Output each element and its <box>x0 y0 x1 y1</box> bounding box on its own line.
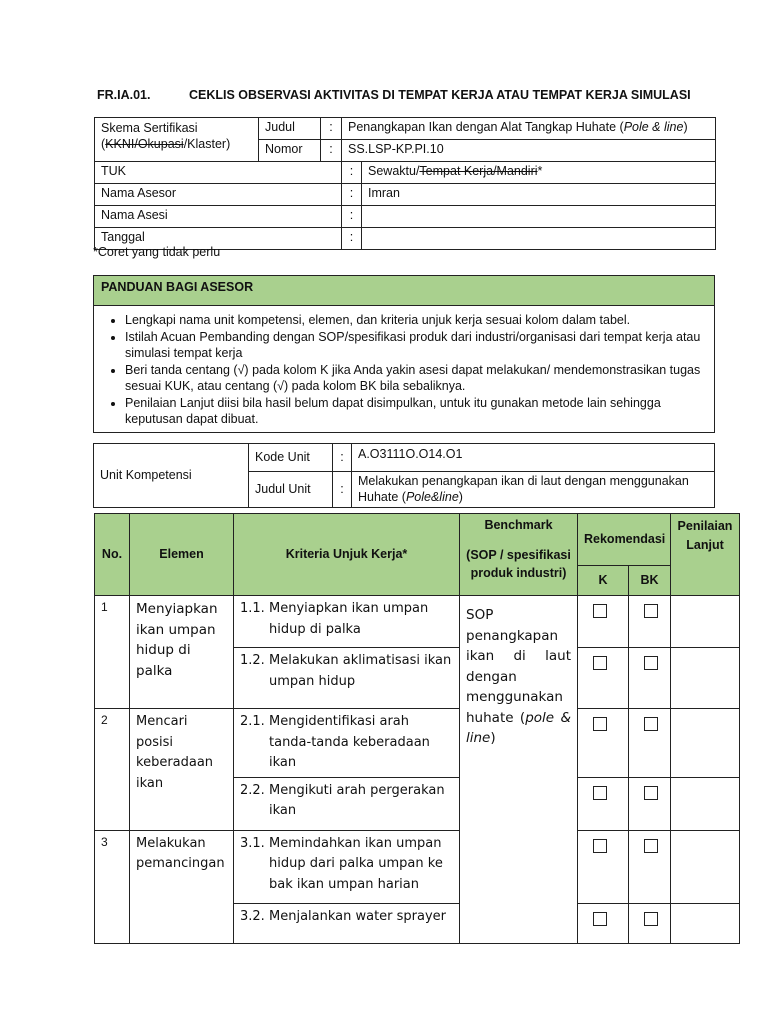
bk-checkbox[interactable] <box>644 604 658 618</box>
kuk-cell: 3.1. Memindahkan ikan umpan hidup dari palka umpan ke bak ikan umpan harian <box>234 830 460 903</box>
col-bk-header: BK <box>629 566 671 596</box>
kuk-cell: 1.2. Melakukan aklimatisasi ikan umpan hidup <box>234 648 460 709</box>
benchmark-cell: SOP penangkapan ikan di laut dengan menggunakan huhate (pole & line) <box>460 596 578 944</box>
row-elemen: Melakukan pemancingan <box>130 830 234 943</box>
kuk-cell: 2.1. Mengidentifikasi arah tanda-tanda keberadaan ikan <box>234 709 460 778</box>
header-table: Skema Sertifikasi (KKNI/Okupasi/Klaster) Judul : Penangkapan Ikan dengan Alat Tangkap Huhate (Pole & line) Nomor : SS.LSP-KP.PI.10 TUK : Sewaktu/Tempat Kerja/Mandiri* Nama Asesor : Imran Nama Asesi : Tanggal : <box>94 117 716 250</box>
guide-item: • Penilaian Lanjut diisi bila hasil belum dapat disimpulkan, untuk itu gunakan metode lain sehingga keputusan dapat dibuat. <box>125 395 706 428</box>
asesor-value: Imran <box>362 184 716 206</box>
guide-item: • Istilah Acuan Pembanding dengan SOP/spesifikasi produk dari industri/organisasi dari tempat kerja atau simulasi tempat kerja <box>125 329 706 362</box>
penilaian-cell[interactable] <box>671 596 740 648</box>
k-checkbox[interactable] <box>593 656 607 670</box>
skema-label: Skema Sertifikasi (KKNI/Okupasi/Klaster) <box>95 118 259 162</box>
judul-unit-value: Melakukan penangkapan ikan di laut dengan menggunakan Huhate (Pole&line) <box>352 472 715 508</box>
guide-item: • Beri tanda centang (√) pada kolom K jika Anda yakin asesi dapat melakukan/ mendemonstrasikan tugas sesuai KUK, atau centang (√) pada kolom BK bila sebaliknya. <box>125 362 706 395</box>
guide-item: • Lengkapi nama unit kompetensi, elemen, dan kriteria unjuk kerja sesuai kolom dalam tabel. <box>125 312 706 329</box>
k-checkbox[interactable] <box>593 717 607 731</box>
k-checkbox[interactable] <box>593 786 607 800</box>
unit-table: Unit Kompetensi Kode Unit : A.O3111O.O14.O1 Judul Unit : Melakukan penangkapan ikan di laut dengan menggunakan Huhate (Pole&line) <box>93 443 715 508</box>
judul-label: Judul <box>259 118 321 140</box>
row-no: 2 <box>95 709 130 831</box>
tanggal-value <box>362 228 716 250</box>
bk-checkbox[interactable] <box>644 839 658 853</box>
col-penilaian-header: Penilaian Lanjut <box>671 514 740 596</box>
judul-unit-label: Judul Unit <box>249 472 333 508</box>
penilaian-cell[interactable] <box>671 830 740 903</box>
nomor-value: SS.LSP-KP.PI.10 <box>342 140 716 162</box>
table-row <box>95 709 740 778</box>
form-code: FR.IA.01. <box>97 88 151 102</box>
table-row <box>95 830 740 903</box>
k-checkbox[interactable] <box>593 839 607 853</box>
kode-unit-value: A.O3111O.O14.O1 <box>352 444 715 472</box>
col-elemen-header: Elemen <box>130 514 234 596</box>
row-elemen: Menyiapkan ikan umpan hidup di palka <box>130 596 234 709</box>
bk-checkbox[interactable] <box>644 912 658 926</box>
kuk-cell: 1.1. Menyiapkan ikan umpan hidup di palka <box>234 596 460 648</box>
nomor-label: Nomor <box>259 140 321 162</box>
asesi-label: Nama Asesi <box>95 206 342 228</box>
col-rekomendasi-header: Rekomendasi <box>578 514 671 566</box>
guide-list <box>94 306 714 432</box>
assessor-guide <box>93 275 715 433</box>
kuk-cell: 2.2. Mengikuti arah pergerakan ikan <box>234 777 460 830</box>
kuk-cell: 3.2. Menjalankan water sprayer <box>234 903 460 943</box>
table-row <box>95 596 740 648</box>
col-benchmark-header: Benchmark (SOP / spesifikasi produk industri) <box>460 514 578 596</box>
tuk-label: TUK <box>95 162 342 184</box>
penilaian-cell[interactable] <box>671 648 740 709</box>
k-checkbox[interactable] <box>593 912 607 926</box>
guide-title: PANDUAN BAGI ASESOR <box>94 276 714 306</box>
asesi-value <box>362 206 716 228</box>
penilaian-cell[interactable] <box>671 709 740 778</box>
tuk-value: Sewaktu/Tempat Kerja/Mandiri* <box>362 162 716 184</box>
bk-checkbox[interactable] <box>644 717 658 731</box>
row-elemen: Mencari posisi keberadaan ikan <box>130 709 234 831</box>
row-no: 3 <box>95 830 130 943</box>
asesor-label: Nama Asesor <box>95 184 342 206</box>
judul-value: Penangkapan Ikan dengan Alat Tangkap Huhate (Pole & line) <box>342 118 716 140</box>
k-checkbox[interactable] <box>593 604 607 618</box>
col-k-header: K <box>578 566 629 596</box>
bk-checkbox[interactable] <box>644 786 658 800</box>
col-no-header: No. <box>95 514 130 596</box>
penilaian-cell[interactable] <box>671 903 740 943</box>
unit-label: Unit Kompetensi <box>94 444 249 508</box>
assessment-table <box>94 513 740 944</box>
form-title <box>97 88 691 102</box>
penilaian-cell[interactable] <box>671 777 740 830</box>
strike-note: *Coret yang tidak perlu <box>93 245 221 259</box>
skema-struck-text: KKNI/Okupasi <box>105 137 184 151</box>
form-title-text: CEKLIS OBSERVASI AKTIVITAS DI TEMPAT KERJA ATAU TEMPAT KERJA SIMULASI <box>189 88 691 102</box>
col-kuk-header: Kriteria Unjuk Kerja* <box>234 514 460 596</box>
bk-checkbox[interactable] <box>644 656 658 670</box>
tanggal-label: Tanggal <box>95 228 342 250</box>
kode-unit-label: Kode Unit <box>249 444 333 472</box>
row-no: 1 <box>95 596 130 709</box>
